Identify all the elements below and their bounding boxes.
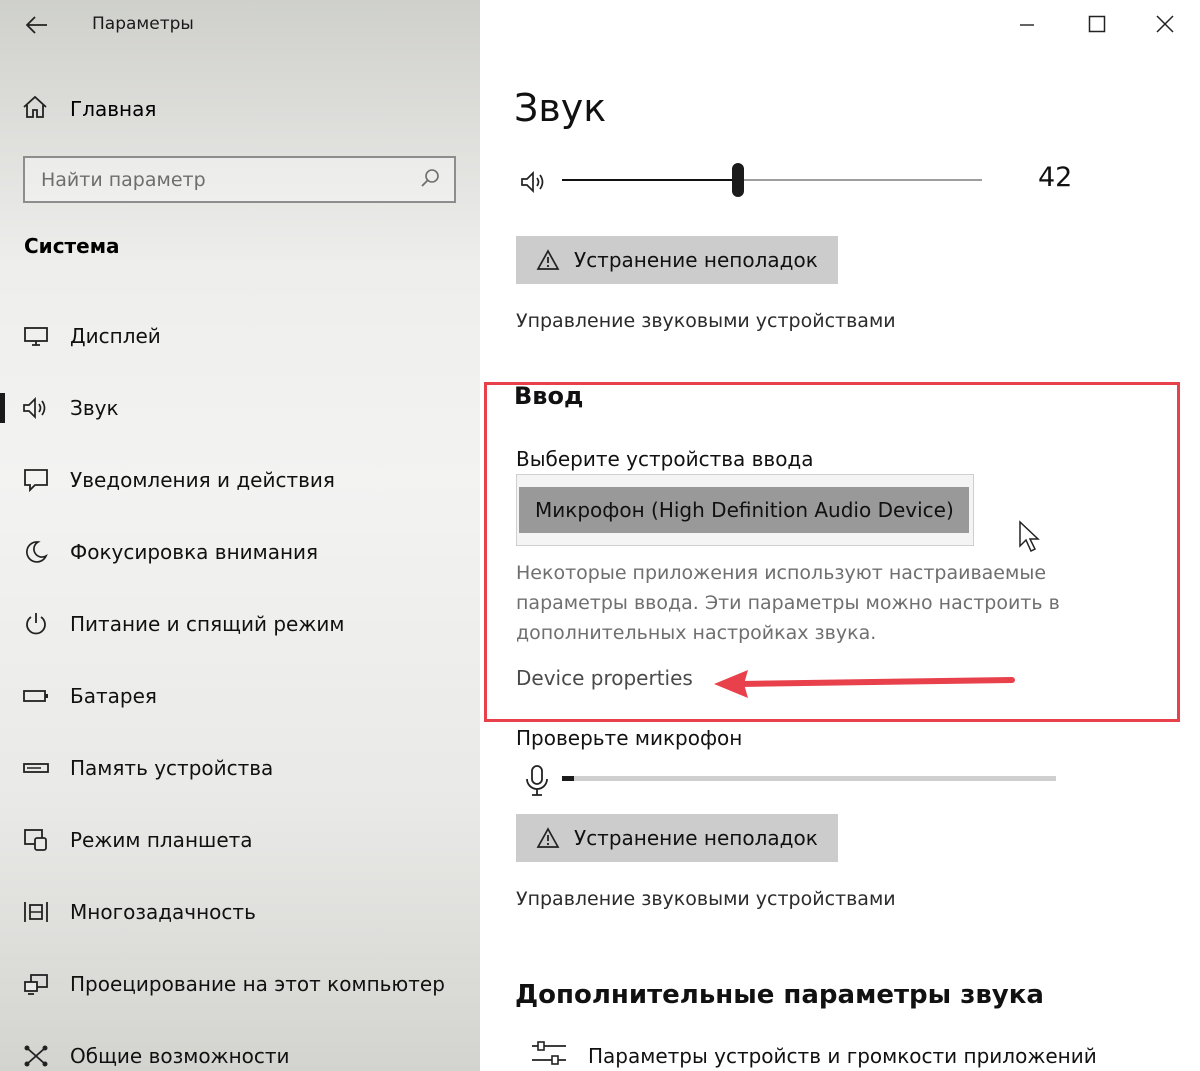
storage-icon (22, 754, 50, 782)
maximize-icon (1088, 15, 1106, 33)
volume-slider[interactable] (562, 160, 982, 204)
notifications-icon (22, 466, 50, 494)
multitasking-icon (22, 898, 50, 926)
home-label: Главная (70, 97, 157, 121)
troubleshoot-label: Устранение неполадок (574, 826, 818, 850)
projecting-icon (22, 970, 50, 998)
warning-icon (536, 249, 560, 271)
input-heading: Ввод (514, 382, 584, 410)
input-description: Некоторые приложения используют настраиваемые параметры ввода. Эти параметры можно настроить в дополнительных настройках звука. (516, 562, 1060, 644)
input-device-selected[interactable]: Микрофон (High Definition Audio Device) (519, 487, 969, 533)
sidebar-item-label: Дисплей (70, 324, 161, 348)
sidebar-item-storage[interactable] (0, 732, 480, 804)
power-icon (22, 610, 50, 638)
minimize-icon (1019, 16, 1035, 32)
sidebar-item-focus[interactable] (0, 516, 480, 588)
sidebar-nav (0, 300, 480, 1071)
mic-level-fill (562, 776, 574, 781)
moon-icon (22, 538, 50, 566)
sidebar-item-shared-experiences[interactable] (0, 1020, 480, 1071)
battery-icon (22, 682, 50, 710)
sidebar-item-label: Общие возможности (70, 1044, 290, 1068)
sidebar-item-label: Память устройства (70, 756, 274, 780)
app-volume-settings-link[interactable] (530, 1040, 1097, 1071)
troubleshoot-output-button[interactable] (516, 236, 838, 284)
sidebar-item-display[interactable] (0, 300, 480, 372)
device-properties-link[interactable]: Device properties (516, 666, 693, 690)
search-icon (420, 168, 440, 192)
sidebar-item-label: Режим планшета (70, 828, 253, 852)
advanced-sound-heading: Дополнительные параметры звука (515, 980, 1044, 1010)
manage-sound-devices-link[interactable]: Управление звуковыми устройствами (516, 310, 896, 332)
mic-level-meter (524, 760, 1064, 800)
close-icon (1156, 15, 1174, 33)
display-icon (22, 322, 50, 350)
manage-sound-devices-link[interactable]: Управление звуковыми устройствами (516, 888, 896, 910)
tablet-mode-icon (22, 826, 50, 854)
input-device-dropdown[interactable] (516, 474, 974, 546)
back-button[interactable] (22, 10, 52, 40)
volume-slider-fill (562, 179, 738, 181)
red-arrow-annotation (700, 662, 1020, 702)
close-button[interactable] (1142, 4, 1188, 44)
home-icon (22, 95, 48, 123)
troubleshoot-input-button[interactable] (516, 814, 838, 862)
sidebar-item-label: Звук (70, 396, 119, 420)
sidebar-item-projecting[interactable] (0, 948, 480, 1020)
choose-input-device-label: Выберите устройства ввода (516, 447, 814, 471)
sidebar-item-label: Питание и спящий режим (70, 612, 345, 636)
volume-slider-thumb[interactable] (732, 163, 744, 197)
troubleshoot-label: Устранение неполадок (574, 248, 818, 272)
shared-experiences-icon (22, 1042, 50, 1070)
app-volume-label: Параметры устройств и громкости приложений (588, 1044, 1097, 1068)
sidebar-item-tablet-mode[interactable] (0, 804, 480, 876)
sidebar-item-battery[interactable] (0, 660, 480, 732)
app-title: Параметры (92, 14, 194, 34)
speaker-icon[interactable] (520, 170, 548, 198)
sidebar-item-label: Многозадачность (70, 900, 256, 924)
sidebar-item-sound[interactable] (0, 372, 480, 444)
test-mic-label: Проверьте микрофон (516, 726, 743, 750)
sidebar-item-label: Батарея (70, 684, 157, 708)
sidebar-item-label: Уведомления и действия (70, 468, 335, 492)
speaker-icon (22, 394, 50, 422)
sidebar-item-multitasking[interactable] (0, 876, 480, 948)
microphone-icon (524, 764, 550, 802)
sidebar (0, 0, 480, 1071)
search-placeholder: Найти параметр (41, 168, 206, 191)
section-title: Система (24, 234, 120, 258)
warning-icon (536, 827, 560, 849)
sidebar-item-power[interactable] (0, 588, 480, 660)
volume-value: 42 (1038, 162, 1073, 193)
sidebar-item-home[interactable] (22, 92, 156, 126)
sliders-icon (530, 1040, 568, 1071)
sidebar-item-notifications[interactable] (0, 444, 480, 516)
back-arrow-icon (26, 16, 48, 34)
mouse-cursor-icon (1018, 520, 1042, 554)
maximize-button[interactable] (1074, 4, 1120, 44)
search-input[interactable] (23, 156, 456, 203)
volume-control (520, 160, 1080, 204)
sidebar-item-label: Проецирование на этот компьютер (70, 972, 445, 996)
minimize-button[interactable] (1004, 4, 1050, 44)
mic-level-track (562, 776, 1056, 781)
sidebar-item-label: Фокусировка внимания (70, 540, 319, 564)
page-title: Звук (514, 86, 607, 130)
